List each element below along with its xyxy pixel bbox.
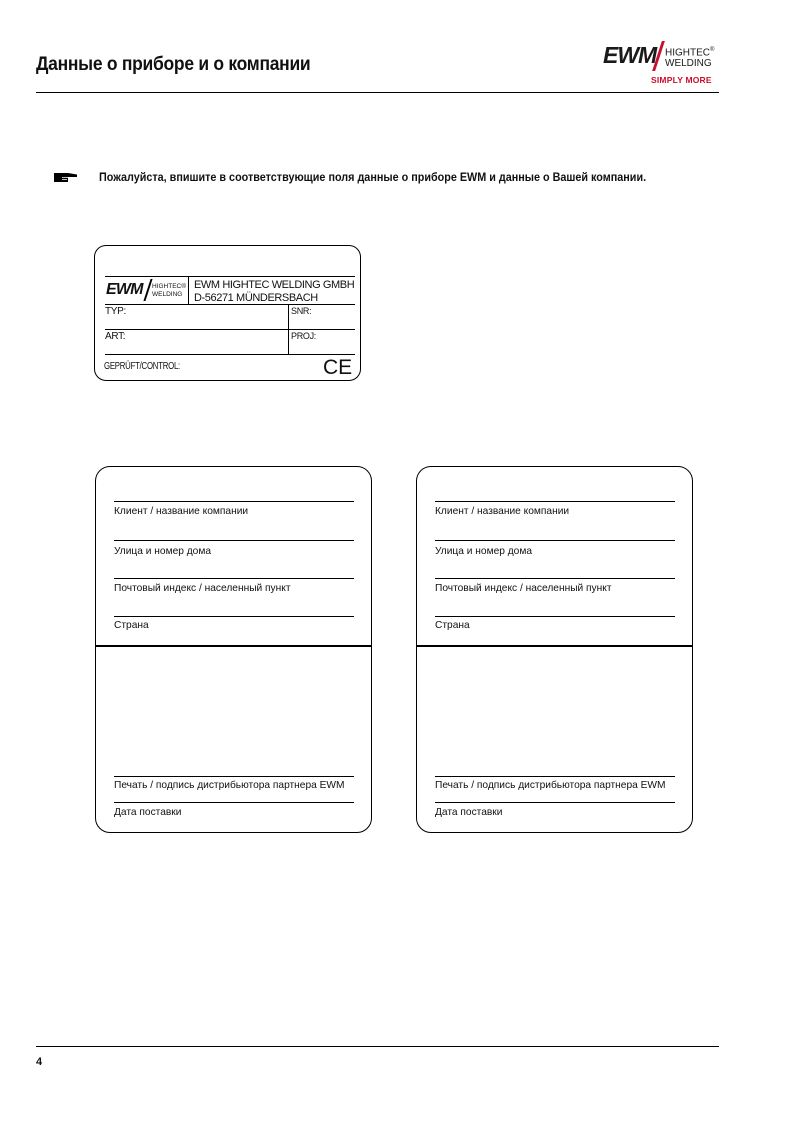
plate-proj-label: PROJ: xyxy=(291,331,317,341)
client-field-2[interactable] xyxy=(435,501,675,502)
footer-divider xyxy=(36,1046,719,1047)
stamp-label-2: Печать / подпись дистрибьютора партнера EWM xyxy=(435,780,666,791)
stamp-field-1[interactable] xyxy=(114,776,354,777)
address-card-1 xyxy=(95,466,372,833)
card-divider-2 xyxy=(417,645,692,647)
plate-top-line xyxy=(105,276,355,277)
card-divider-1 xyxy=(96,645,371,647)
country-field-2[interactable] xyxy=(435,616,675,617)
instruction-text: Пожалуйста, впишите в соответствующие поля данные о приборе EWM и данные о Вашей компании. xyxy=(99,170,647,184)
plate-art-label: ART: xyxy=(105,331,126,342)
logo-ewm-text: EWM xyxy=(603,42,657,68)
plate-logo-hightec: HIGHTEC® WELDING xyxy=(152,283,187,298)
plate-typ-label: TYP: xyxy=(105,306,127,317)
postal-label-2: Почтовый индекс / населенный пункт xyxy=(435,583,612,594)
stamp-field-2[interactable] xyxy=(435,776,675,777)
rating-plate xyxy=(94,245,361,381)
postal-field-1[interactable] xyxy=(114,578,354,579)
client-label-2: Клиент / название компании xyxy=(435,506,570,517)
street-field-1[interactable] xyxy=(114,540,354,541)
plate-line-3 xyxy=(105,329,355,330)
date-label-1: Дата поставки xyxy=(114,807,182,818)
ce-mark: CE xyxy=(323,356,353,379)
logo-tagline: SIMPLY MORE xyxy=(651,75,712,85)
stamp-label-1: Печать / подпись дистрибьютора партнера EWM xyxy=(114,780,345,791)
country-label-1: Страна xyxy=(114,620,149,631)
plate-logo-divider xyxy=(188,276,189,304)
address-card-2 xyxy=(416,466,693,833)
page-title: Данные о приборе и о компании xyxy=(36,54,311,75)
logo-hightec-text: HIGHTEC® WELDING xyxy=(665,47,715,70)
postal-label-1: Почтовый индекс / населенный пункт xyxy=(114,583,291,594)
street-label-2: Улица и номер дома xyxy=(435,546,533,557)
date-field-1[interactable] xyxy=(114,802,354,803)
plate-line-2 xyxy=(105,304,355,305)
country-field-1[interactable] xyxy=(114,616,354,617)
date-label-2: Дата поставки xyxy=(435,807,503,818)
country-label-2: Страна xyxy=(435,620,470,631)
plate-snr-label: SNR: xyxy=(291,306,312,316)
plate-logo-ewm: EWM xyxy=(106,281,143,298)
postal-field-2[interactable] xyxy=(435,578,675,579)
ewm-logo xyxy=(603,42,718,86)
header-divider xyxy=(36,92,719,93)
date-field-2[interactable] xyxy=(435,802,675,803)
client-label-1: Клиент / название компании xyxy=(114,506,249,517)
street-label-1: Улица и номер дома xyxy=(114,546,212,557)
pointing-hand-icon xyxy=(54,170,78,183)
page-number: 4 xyxy=(36,1056,43,1068)
plate-control-label: GEPRÜFT/CONTROL: xyxy=(104,361,181,372)
plate-line-4 xyxy=(105,354,355,355)
street-field-2[interactable] xyxy=(435,540,675,541)
plate-company: EWM HIGHTEC WELDING GMBH D-56271 MÜNDERSBACH xyxy=(194,279,355,304)
client-field-1[interactable] xyxy=(114,501,354,502)
